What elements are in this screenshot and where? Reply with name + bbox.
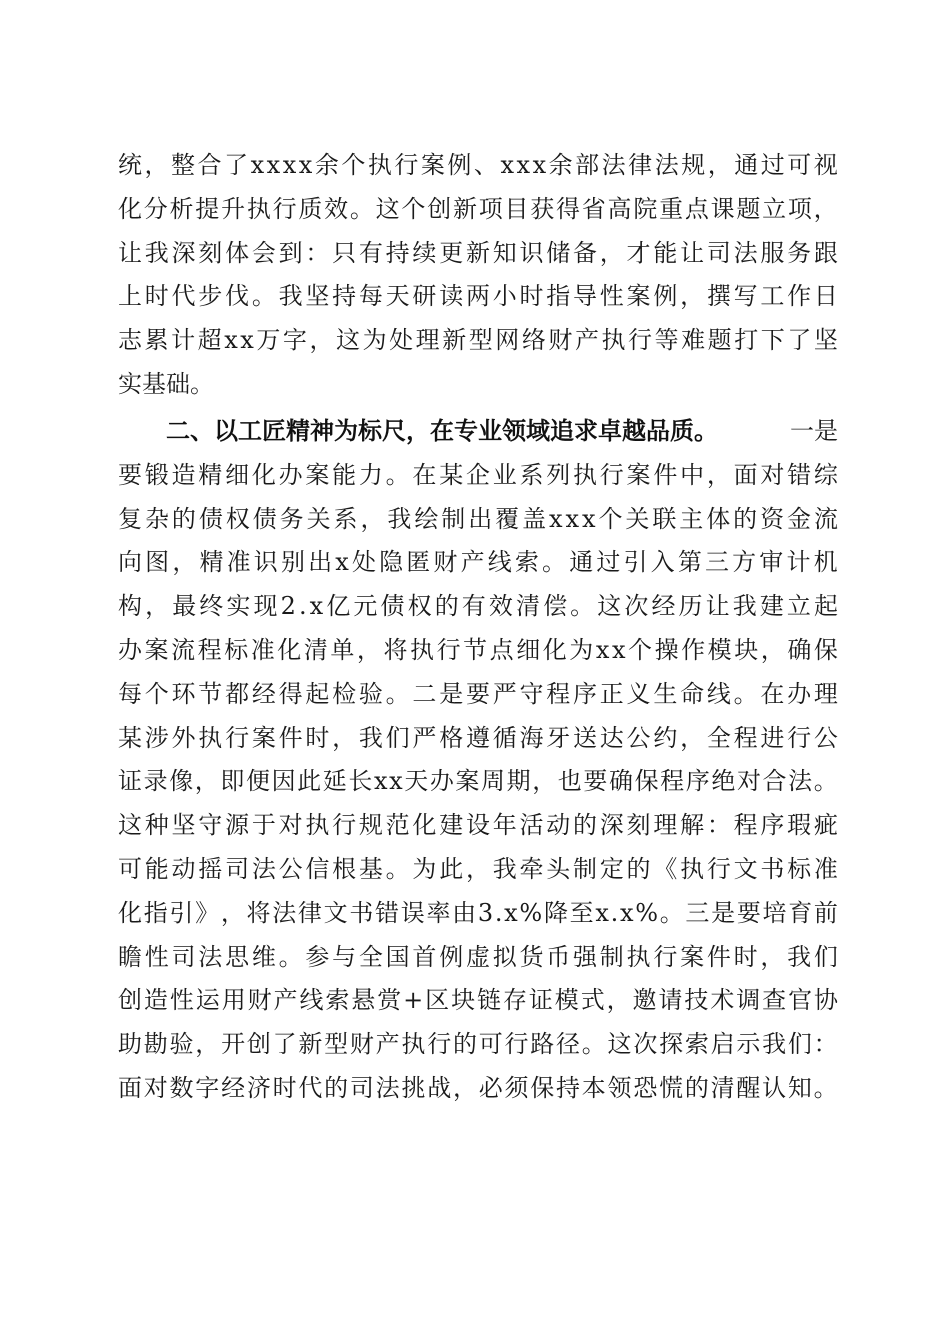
line-text — [118, 498, 838, 542]
justified-text: 面 对 数 字 经 济 时 代 的 司 法 挑 战 ， 必 须 保 持 本 领 恐 慌 的 清 醒 认 知 。 — [118, 1073, 838, 1102]
justified-text: 要 锻 造 精 细 化 办 案 能 力 。 在 某 企 业 系 列 执 行 案 件 中 ， 面 对 错 综 — [118, 460, 838, 489]
line-text — [118, 804, 838, 848]
justified-text: 每 个 环 节 都 经 得 起 检 验 。 二 是 要 严 守 程 序 正 义 生 命 线 。 在 办 理 — [118, 679, 838, 708]
paragraph-line — [118, 760, 838, 804]
line-text — [118, 760, 838, 804]
line-text — [118, 144, 838, 188]
justified-text: 瞻 性 司 法 思 维 。 参 与 全 国 首 例 虚 拟 货 币 强 制 执 行 案 件 时 ， 我 们 — [118, 942, 838, 971]
paragraph-line — [118, 232, 838, 276]
justified-text: 化 分 析 提 升 执 行 质 效 。 这 个 创 新 项 目 获 得 省 高 院 重 点 课 题 立 项 ， — [118, 194, 838, 223]
line-text — [118, 1067, 838, 1111]
line-text — [118, 717, 838, 761]
paragraph-line — [118, 717, 838, 761]
justified-text: 构 ， 最 终 实 现 2 . x 亿 元 债 权 的 有 效 清 偿 。 这 次 经 历 让 我 建 立 起 — [118, 592, 838, 621]
line-text — [118, 848, 838, 892]
paragraph-first-line — [118, 410, 838, 454]
line-text — [118, 936, 838, 980]
paragraph-line — [118, 454, 838, 498]
line-text — [118, 585, 838, 629]
paragraph-line — [118, 319, 838, 363]
justified-text: 助 勘 验 ， 开 创 了 新 型 财 产 执 行 的 可 行 路 径 。 这 次 探 索 启 示 我 们 ： — [118, 1030, 838, 1059]
paragraph-line — [118, 363, 838, 407]
paragraph-line — [118, 275, 838, 319]
justified-text: 让 我 深 刻 体 会 到 ： 只 有 持 续 更 新 知 识 储 备 ， 才 能 让 司 法 服 务 跟 — [118, 238, 838, 267]
paragraph-line — [118, 1023, 838, 1067]
line-text — [118, 319, 838, 363]
justified-text: 复 杂 的 债 权 债 务 关 系 ， 我 绘 制 出 覆 盖 x x x 个 关 联 主 体 的 资 金 流 — [118, 504, 838, 533]
line-text — [118, 232, 838, 276]
paragraph-line — [118, 144, 838, 188]
paragraph-line — [118, 979, 838, 1023]
paragraph-1 — [118, 144, 838, 407]
justified-text: 证 录 像 ， 即 便 因 此 延 长 x x 天 办 案 周 期 ， 也 要 确 保 程 序 绝 对 合 法 。 — [118, 767, 838, 796]
paragraph-2 — [118, 410, 838, 1111]
justified-text: 创 造 性 运 用 财 产 线 索 悬 赏 + 区 块 链 存 证 模 式 ， 邀 请 技 术 调 查 官 协 — [118, 986, 838, 1015]
paragraph-line — [118, 498, 838, 542]
justified-text: 这 种 坚 守 源 于 对 执 行 规 范 化 建 设 年 活 动 的 深 刻 理 解 ： 程 序 瑕 疵 — [118, 811, 838, 840]
line-text — [118, 275, 838, 319]
paragraph-line — [118, 936, 838, 980]
paragraph-line — [118, 892, 838, 936]
justified-text: 可 能 动 摇 司 法 公 信 根 基 。 为 此 ， 我 牵 头 制 定 的 《 执 行 文 书 标 准 — [118, 854, 838, 883]
paragraph-line — [118, 673, 838, 717]
line-text: 实基础。 — [118, 369, 214, 398]
line-text — [118, 1023, 838, 1067]
paragraph-line — [118, 629, 838, 673]
line-text: 一是 — [790, 417, 838, 445]
paragraph-line — [118, 541, 838, 585]
paragraph-line — [118, 585, 838, 629]
paragraph-line — [118, 188, 838, 232]
justified-text: 上 时 代 步 伐 。 我 坚 持 每 天 研 读 两 小 时 指 导 性 案 例 ， 撰 写 工 作 日 — [118, 282, 838, 311]
line-text — [118, 629, 838, 673]
line-text — [118, 673, 838, 717]
line-text — [118, 541, 838, 585]
line-text — [118, 979, 838, 1023]
justified-text: 某 涉 外 执 行 案 件 时 ， 我 们 严 格 遵 循 海 牙 送 达 公 约 ， 全 程 进 行 公 — [118, 723, 838, 752]
line-text — [118, 188, 838, 232]
justified-text: 向 图 ， 精 准 识 别 出 x 处 隐 匿 财 产 线 索 。 通 过 引 入 第 三 方 审 计 机 — [118, 548, 838, 577]
line-text — [118, 892, 838, 936]
justified-text: 志 累 计 超 x x 万 字 ， 这 为 处 理 新 型 网 络 财 产 执 行 等 难 题 打 下 了 坚 — [118, 326, 838, 355]
justified-text: 统 ， 整 合 了 x x x x 余 个 执 行 案 例 、 x x x 余 部 法 律 法 规 ， 通 过 可 视 — [118, 151, 838, 179]
justified-text: 化 指 引 》 ， 将 法 律 文 书 错 误 率 由 3 . x % 降 至 x . x % 。 三 是 要 培 育 前 — [118, 898, 838, 927]
line-text — [118, 454, 838, 498]
justified-text: 办 案 流 程 标 准 化 清 单 ， 将 执 行 节 点 细 化 为 x x 个 操 作 模 块 ， 确 保 — [118, 635, 838, 664]
paragraph-line — [118, 804, 838, 848]
section-heading: 二、以工匠精神为标尺，在专业领域追求卓越品质。 — [166, 417, 718, 445]
paragraph-line — [118, 1067, 838, 1111]
paragraph-line — [118, 848, 838, 892]
